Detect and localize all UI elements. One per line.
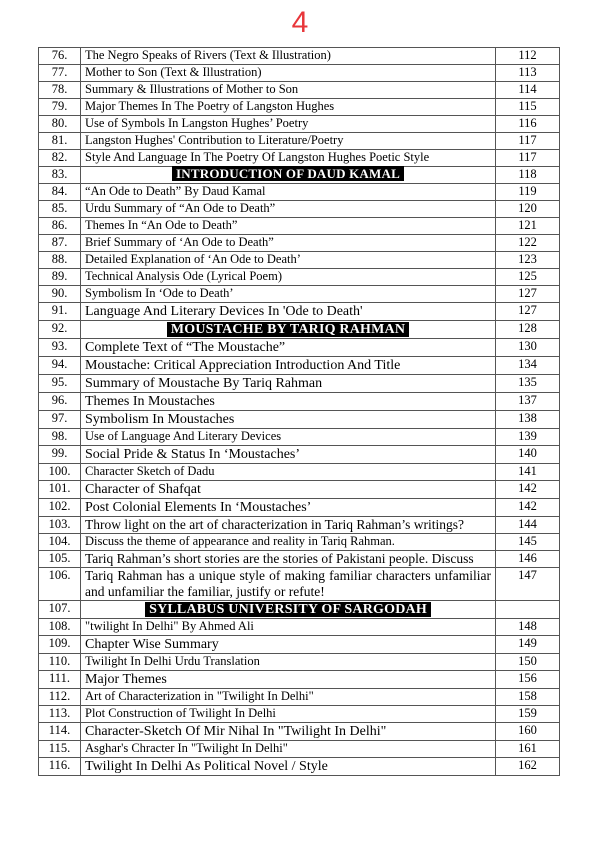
entry-number: 110. bbox=[39, 654, 81, 671]
toc-row bbox=[39, 65, 560, 82]
entry-page: 142 bbox=[496, 481, 560, 499]
entry-number: 106. bbox=[39, 568, 81, 601]
entry-title: Twilight In Delhi Urdu Translation bbox=[81, 654, 496, 671]
entry-page: 160 bbox=[496, 723, 560, 741]
entry-number: 87. bbox=[39, 235, 81, 252]
toc-row bbox=[39, 758, 560, 776]
toc-row bbox=[39, 357, 560, 375]
entry-page: 147 bbox=[496, 568, 560, 601]
toc-row bbox=[39, 411, 560, 429]
entry-page: 142 bbox=[496, 499, 560, 517]
entry-number: 78. bbox=[39, 82, 81, 99]
entry-number: 100. bbox=[39, 464, 81, 481]
toc-row bbox=[39, 654, 560, 671]
entry-page: 158 bbox=[496, 689, 560, 706]
entry-page: 121 bbox=[496, 218, 560, 235]
entry-title: Urdu Summary of “An Ode to Death” bbox=[81, 201, 496, 218]
entry-number: 85. bbox=[39, 201, 81, 218]
entry-page: 135 bbox=[496, 375, 560, 393]
entry-title: Social Pride & Status In ‘Moustaches’ bbox=[81, 446, 496, 464]
entry-title: "twilight In Delhi" By Ahmed Ali bbox=[81, 619, 496, 636]
toc-row bbox=[39, 568, 560, 601]
entry-title: Brief Summary of ‘An Ode to Death” bbox=[81, 235, 496, 252]
entry-page: 130 bbox=[496, 339, 560, 357]
entry-number: 102. bbox=[39, 499, 81, 517]
toc-row bbox=[39, 601, 560, 619]
toc-row bbox=[39, 619, 560, 636]
toc-row bbox=[39, 689, 560, 706]
toc-row bbox=[39, 167, 560, 184]
entry-number: 82. bbox=[39, 150, 81, 167]
entry-page: 115 bbox=[496, 99, 560, 116]
toc-row bbox=[39, 48, 560, 65]
entry-page: 113 bbox=[496, 65, 560, 82]
entry-title: Character of Shafqat bbox=[81, 481, 496, 499]
entry-number: 109. bbox=[39, 636, 81, 654]
entry-page: 148 bbox=[496, 619, 560, 636]
entry-number: 91. bbox=[39, 303, 81, 321]
entry-page: 127 bbox=[496, 303, 560, 321]
entry-number: 99. bbox=[39, 446, 81, 464]
entry-title: Use of Symbols In Langston Hughes’ Poetry bbox=[81, 116, 496, 133]
toc-row bbox=[39, 82, 560, 99]
entry-number: 104. bbox=[39, 534, 81, 551]
entry-title: Summary & Illustrations of Mother to Son bbox=[81, 82, 496, 99]
entry-page: 138 bbox=[496, 411, 560, 429]
entry-title: Character Sketch of Dadu bbox=[81, 464, 496, 481]
entry-page: 149 bbox=[496, 636, 560, 654]
entry-title: Use of Language And Literary Devices bbox=[81, 429, 496, 446]
entry-title: Character-Sketch Of Mir Nihal In "Twilight In Delhi" bbox=[81, 723, 496, 741]
toc-row bbox=[39, 741, 560, 758]
entry-page: 144 bbox=[496, 517, 560, 534]
toc-row bbox=[39, 150, 560, 167]
entry-page: 114 bbox=[496, 82, 560, 99]
toc-row bbox=[39, 303, 560, 321]
toc-row bbox=[39, 446, 560, 464]
entry-number: 84. bbox=[39, 184, 81, 201]
entry-number: 80. bbox=[39, 116, 81, 133]
toc-row bbox=[39, 723, 560, 741]
entry-number: 94. bbox=[39, 357, 81, 375]
entry-title: “An Ode to Death” By Daud Kamal bbox=[81, 184, 496, 201]
entry-title: Symbolism In Moustaches bbox=[81, 411, 496, 429]
entry-title: Langston Hughes' Contribution to Literature/Poetry bbox=[81, 133, 496, 150]
entry-number: 83. bbox=[39, 167, 81, 184]
entry-page: 134 bbox=[496, 357, 560, 375]
entry-title: Throw light on the art of characterization in Tariq Rahman’s writings? bbox=[81, 517, 496, 534]
entry-page: 137 bbox=[496, 393, 560, 411]
entry-number: 105. bbox=[39, 551, 81, 568]
entry-page: 127 bbox=[496, 286, 560, 303]
entry-page: 112 bbox=[496, 48, 560, 65]
toc-row bbox=[39, 671, 560, 689]
section-heading-cell bbox=[81, 601, 496, 619]
entry-title: Discuss the theme of appearance and reality in Tariq Rahman. bbox=[81, 534, 496, 551]
entry-number: 95. bbox=[39, 375, 81, 393]
entry-title: Technical Analysis Ode (Lyrical Poem) bbox=[81, 269, 496, 286]
toc-row bbox=[39, 184, 560, 201]
entry-number: 113. bbox=[39, 706, 81, 723]
entry-title: Tariq Rahman’s short stories are the stories of Pakistani people. Discuss bbox=[81, 551, 496, 568]
entry-number: 93. bbox=[39, 339, 81, 357]
toc-row bbox=[39, 706, 560, 723]
entry-number: 101. bbox=[39, 481, 81, 499]
section-heading: INTRODUCTION OF DAUD KAMAL bbox=[172, 166, 404, 181]
entry-page: 162 bbox=[496, 758, 560, 776]
entry-number: 88. bbox=[39, 252, 81, 269]
entry-page: 119 bbox=[496, 184, 560, 201]
entry-title: Plot Construction of Twilight In Delhi bbox=[81, 706, 496, 723]
entry-number: 86. bbox=[39, 218, 81, 235]
entry-title: Complete Text of “The Moustache” bbox=[81, 339, 496, 357]
entry-page: 156 bbox=[496, 671, 560, 689]
toc-row bbox=[39, 551, 560, 568]
entry-title: Moustache: Critical Appreciation Introduction And Title bbox=[81, 357, 496, 375]
toc-row bbox=[39, 201, 560, 218]
entry-number: 76. bbox=[39, 48, 81, 65]
entry-page: 120 bbox=[496, 201, 560, 218]
entry-title: Themes In Moustaches bbox=[81, 393, 496, 411]
toc-row bbox=[39, 235, 560, 252]
toc-row bbox=[39, 499, 560, 517]
entry-number: 115. bbox=[39, 741, 81, 758]
entry-number: 96. bbox=[39, 393, 81, 411]
entry-title: Major Themes bbox=[81, 671, 496, 689]
toc-row bbox=[39, 464, 560, 481]
toc-body bbox=[39, 48, 560, 776]
table-of-contents bbox=[38, 47, 560, 776]
toc-row bbox=[39, 375, 560, 393]
toc-row bbox=[39, 321, 560, 339]
entry-page: 117 bbox=[496, 133, 560, 150]
entry-page bbox=[496, 601, 560, 619]
toc-row bbox=[39, 116, 560, 133]
toc-row bbox=[39, 339, 560, 357]
entry-page: 141 bbox=[496, 464, 560, 481]
entry-page: 139 bbox=[496, 429, 560, 446]
entry-title: The Negro Speaks of Rivers (Text & Illustration) bbox=[81, 48, 496, 65]
entry-page: 122 bbox=[496, 235, 560, 252]
entry-title: Symbolism In ‘Ode to Death’ bbox=[81, 286, 496, 303]
toc-row bbox=[39, 636, 560, 654]
toc-row bbox=[39, 286, 560, 303]
entry-number: 92. bbox=[39, 321, 81, 339]
entry-number: 103. bbox=[39, 517, 81, 534]
entry-page: 128 bbox=[496, 321, 560, 339]
entry-title: Themes In “An Ode to Death” bbox=[81, 218, 496, 235]
entry-page: 145 bbox=[496, 534, 560, 551]
toc-row bbox=[39, 133, 560, 150]
entry-number: 97. bbox=[39, 411, 81, 429]
entry-number: 77. bbox=[39, 65, 81, 82]
toc-row bbox=[39, 393, 560, 411]
entry-number: 98. bbox=[39, 429, 81, 446]
entry-number: 81. bbox=[39, 133, 81, 150]
section-heading: MOUSTACHE BY TARIQ RAHMAN bbox=[167, 322, 409, 337]
toc-row bbox=[39, 99, 560, 116]
entry-title: Major Themes In The Poetry of Langston Hughes bbox=[81, 99, 496, 116]
toc-row bbox=[39, 218, 560, 235]
entry-number: 89. bbox=[39, 269, 81, 286]
entry-page: 116 bbox=[496, 116, 560, 133]
toc-row bbox=[39, 269, 560, 286]
toc-row bbox=[39, 252, 560, 269]
section-heading-cell bbox=[81, 167, 496, 184]
entry-title: Mother to Son (Text & Illustration) bbox=[81, 65, 496, 82]
entry-page: 161 bbox=[496, 741, 560, 758]
entry-number: 112. bbox=[39, 689, 81, 706]
entry-page: 146 bbox=[496, 551, 560, 568]
entry-page: 125 bbox=[496, 269, 560, 286]
section-heading-cell bbox=[81, 321, 496, 339]
entry-page: 140 bbox=[496, 446, 560, 464]
entry-page: 117 bbox=[496, 150, 560, 167]
entry-title: Detailed Explanation of ‘An Ode to Death’ bbox=[81, 252, 496, 269]
entry-page: 123 bbox=[496, 252, 560, 269]
entry-title: Summary of Moustache By Tariq Rahman bbox=[81, 375, 496, 393]
entry-number: 108. bbox=[39, 619, 81, 636]
entry-page: 118 bbox=[496, 167, 560, 184]
entry-number: 116. bbox=[39, 758, 81, 776]
entry-title: Tariq Rahman has a unique style of making familiar characters unfamiliar and unfamiliar the familiar, justify or refute! bbox=[81, 568, 496, 601]
entry-number: 114. bbox=[39, 723, 81, 741]
page-number: 4 bbox=[291, 6, 309, 39]
entry-number: 79. bbox=[39, 99, 81, 116]
entry-number: 107. bbox=[39, 601, 81, 619]
toc-row bbox=[39, 517, 560, 534]
entry-number: 111. bbox=[39, 671, 81, 689]
entry-title: Chapter Wise Summary bbox=[81, 636, 496, 654]
entry-title: Style And Language In The Poetry Of Langston Hughes Poetic Style bbox=[81, 150, 496, 167]
entry-title: Asghar's Chracter In "Twilight In Delhi" bbox=[81, 741, 496, 758]
section-heading: SYLLABUS UNIVERSITY OF SARGODAH bbox=[145, 602, 431, 617]
toc-row bbox=[39, 481, 560, 499]
entry-page: 150 bbox=[496, 654, 560, 671]
toc-row bbox=[39, 429, 560, 446]
entry-number: 90. bbox=[39, 286, 81, 303]
entry-title: Language And Literary Devices In 'Ode to Death' bbox=[81, 303, 496, 321]
toc-row bbox=[39, 534, 560, 551]
entry-title: Post Colonial Elements In ‘Moustaches’ bbox=[81, 499, 496, 517]
entry-title: Twilight In Delhi As Political Novel / Style bbox=[81, 758, 496, 776]
entry-page: 159 bbox=[496, 706, 560, 723]
entry-title: Art of Characterization in "Twilight In Delhi" bbox=[81, 689, 496, 706]
